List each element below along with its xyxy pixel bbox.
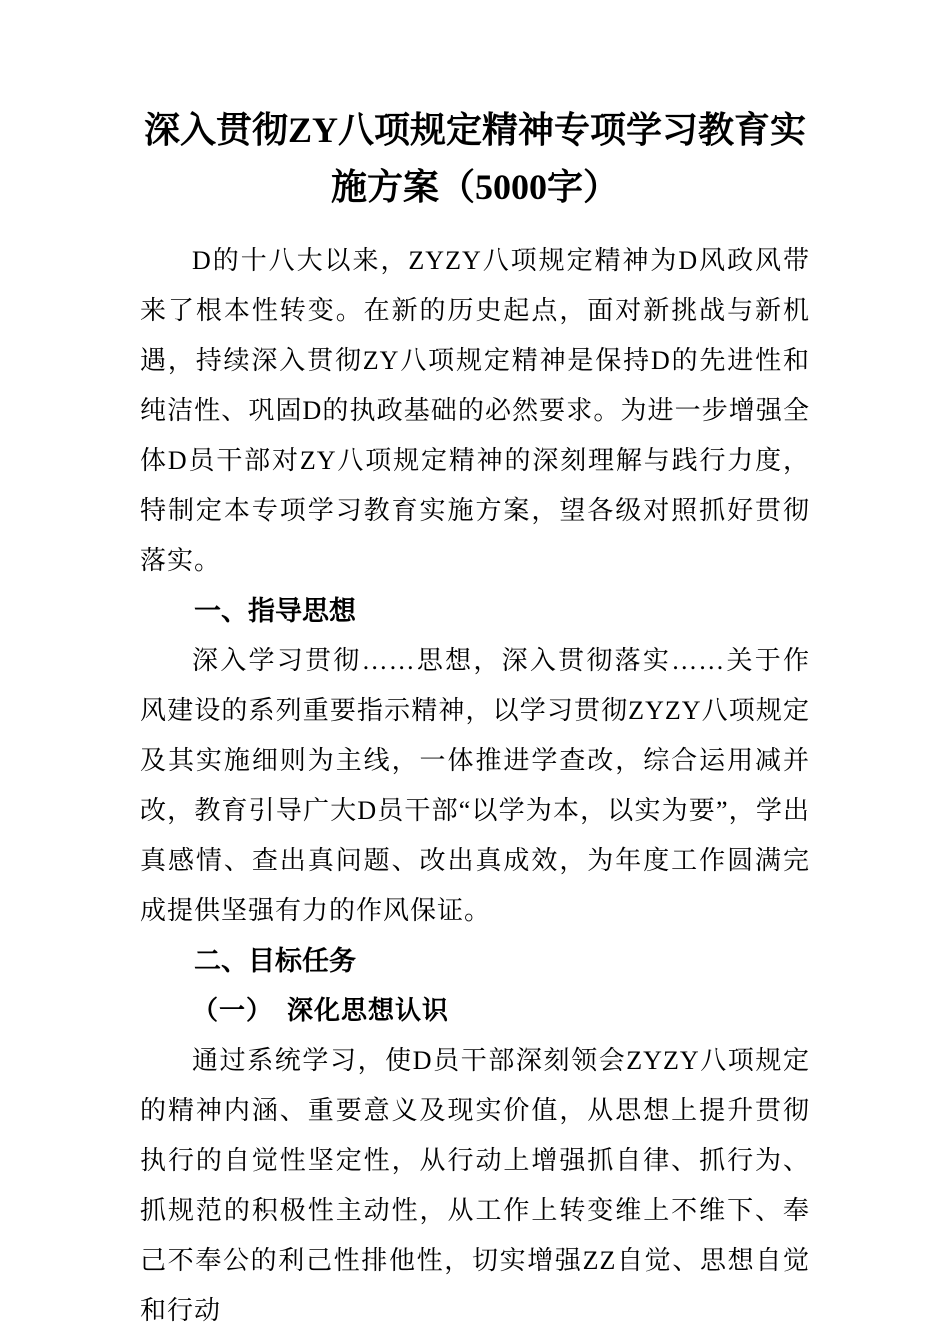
subsection-heading-deepen-understanding: （一） 深化思想认识 — [192, 996, 450, 1025]
document-title: 深入贯彻ZY八项规定精神专项学习教育实施方案（5000字） — [143, 110, 806, 207]
section-heading-goals-tasks: 二、目标任务 — [194, 946, 356, 976]
section-heading-guiding-ideology: 一、指导思想 — [194, 596, 356, 626]
intro-paragraph: D的十八大以来，ZYZY八项规定精神为D风政风带来了根本性转变。在新的历史起点，面对新挑战与新机遇，持续深入贯彻ZY八项规定精神是保持D的先进性和纯洁性、巩固D的执政基础的必然要求。为进一步增强全体D员干部对ZY八项规定精神的深刻理解与践行力度，特制定本专项学习教育实施方案，望各级对照抓好贯彻落实。 — [140, 246, 810, 575]
guiding-ideology-paragraph: 深入学习贯彻……思想，深入贯彻落实……关于作风建设的系列重要指示精神，以学习贯彻ZYZY八项规定及其实施细则为主线，一体推进学查改，综合运用减并改，教育引导广大D员干部“以学为本，以实为要”，学出真感情、查出真问题、改出真成效，为年度工作圆满完成提供坚强有力的作风保证。 — [140, 646, 810, 925]
deepen-understanding-paragraph: 通过系统学习，使D员干部深刻领会ZYZY八项规定的精神内涵、重要意义及现实价值，从思想上提升贯彻执行的自觉性坚定性，从行动上增强抓自律、抓行为、抓规范的积极性主动性，从工作上转变维上不维下、奉己不奉公的利己性排他性，切实增强ZZ自觉、思想自觉和行动 — [140, 1046, 810, 1325]
